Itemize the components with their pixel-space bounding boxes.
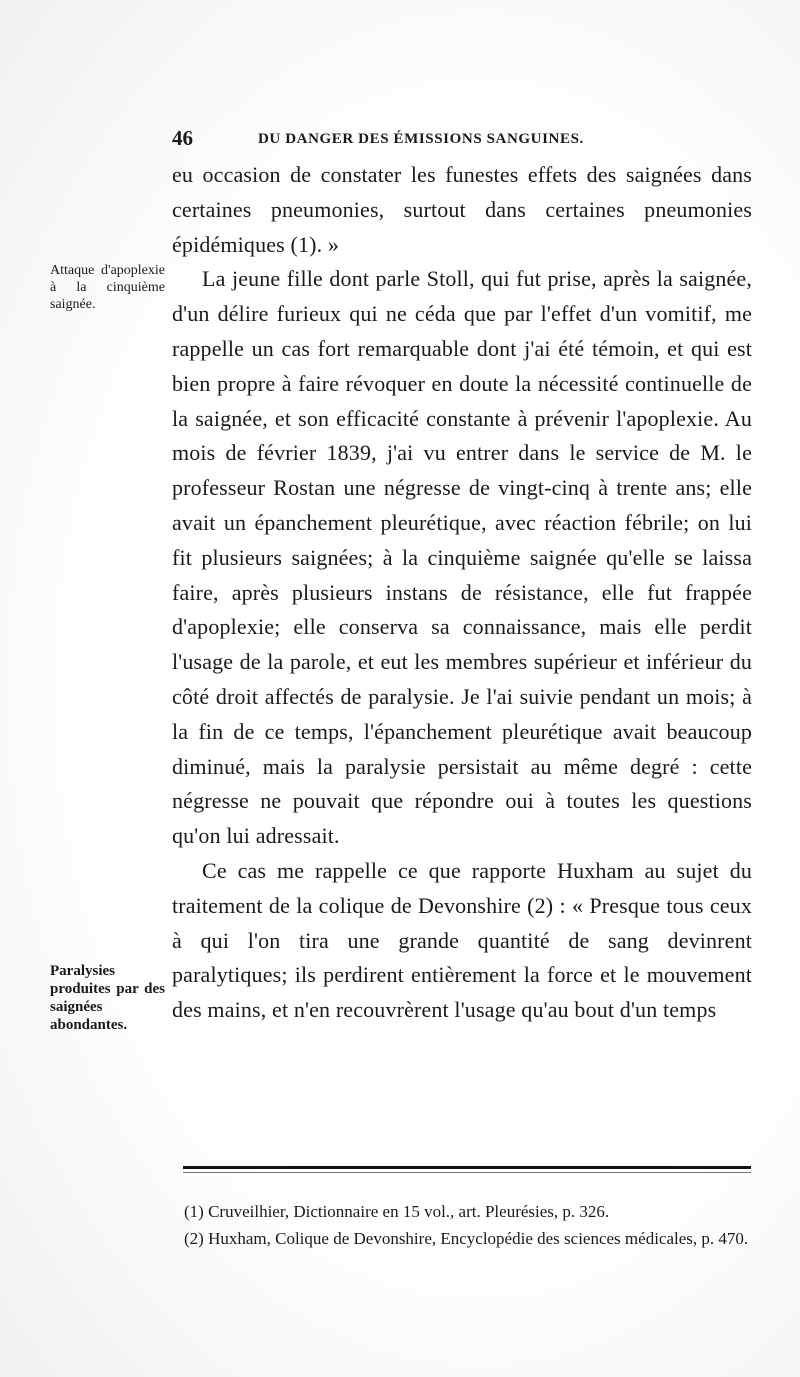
paragraph-continuation: eu occasion de constater les funestes effets des saignées dans certaines pneumonies, surtout dans certaines pneumonies épidémiques (1). » bbox=[172, 162, 752, 257]
paragraph-huxham: Ce cas me rappelle ce que rapporte Huxham au sujet du traitement de la colique de Devonshire (2) : « Presque tous ceux à qui l'on tira une grande quantité de sang devinrent paralytiques; ils perdirent entièrement la force et le mouvement des mains, et n'en recouvrèrent l'usage qu'au bout d'un temps bbox=[172, 857, 752, 1023]
footnote-rule-thin bbox=[183, 1172, 751, 1173]
footnotes bbox=[184, 1198, 754, 1252]
running-title: DU DANGER DES ÉMISSIONS SANGUINES. bbox=[258, 131, 584, 147]
body-text bbox=[172, 158, 752, 1028]
page-number: 46 bbox=[172, 126, 193, 150]
margin-note-paralysies: Paralysies produites par des saignées abondantes. bbox=[50, 963, 165, 1033]
page-header bbox=[172, 126, 732, 156]
margin-note-apoplexie: Attaque d'apoplexie à la cinquième saignée. bbox=[50, 263, 165, 312]
footnote-2: (2) Huxham, Colique de Devonshire, Encyclopédie des sciences médicales, p. 470. bbox=[184, 1229, 749, 1248]
paragraph-stoll: La jeune fille dont parle Stoll, qui fut prise, après la saignée, d'un délire furieux qui ne céda que par l'effet d'un vomitif, me rappelle un cas fort remarquable dont j'ai été témoin, et qui est bien propre à faire révoquer en doute la nécessité continuelle de la saignée, et son efficacité constante à prévenir l'apoplexie. Au mois de février 1839, j'ai vu entrer dans le service de M. le professeur Rostan une négresse de vingt-cinq à trente ans; elle avait un épanchement pleurétique, avec réaction fébrile; on lui fit plusieurs saignées; à la cinquième saignée qu'elle se laissa faire, après plusieurs instans de résistance, elle fut frappée d'apoplexie; elle conserva sa connaissance, mais elle perdit l'usage de la parole, et eut les membres supérieur et inférieur du côté droit affectés de paralysie. Je l'ai suivie pendant un mois; à la fin de ce temps, l'épanchement pleurétique avait beaucoup diminué, mais la paralysie persistait au même degré : cette négresse ne pouvait que répondre oui à toutes les questions qu'on lui adressait. bbox=[172, 266, 752, 849]
footnote-rule bbox=[183, 1166, 751, 1169]
footnote-1: (1) Cruveilhier, Dictionnaire en 15 vol., art. Pleurésies, p. 326. bbox=[184, 1202, 610, 1221]
